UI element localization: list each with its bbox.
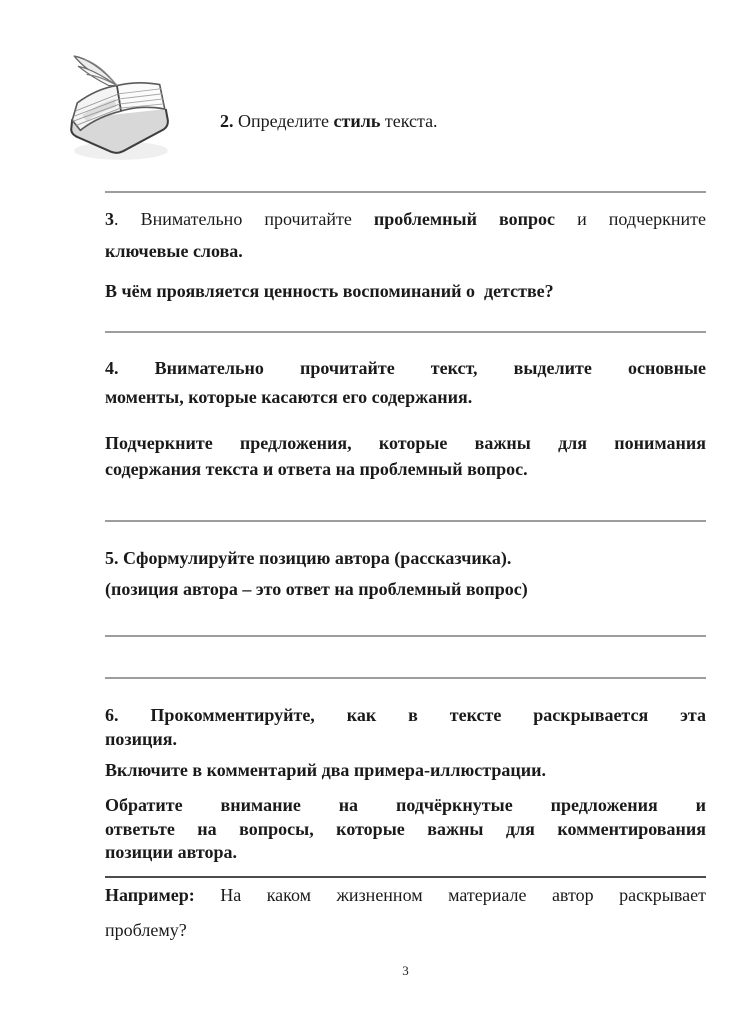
task-5-instruction: [105, 545, 706, 571]
section-divider: [105, 331, 706, 333]
task-3-number: 3: [105, 209, 114, 229]
section-divider: [105, 520, 706, 522]
section-divider: [105, 635, 706, 637]
text-line: 5. Сформулируйте позицию автора (рассказчика).: [105, 548, 512, 568]
text-line: содержания текста и ответа на проблемный вопрос.: [105, 459, 528, 479]
text-line: ответьте на вопросы, которые важны для комментирования: [105, 818, 706, 839]
text-line: (позиция автора – это ответ на проблемный вопрос): [105, 579, 528, 599]
task-6-note-2: [105, 794, 706, 865]
task-4-instruction: [105, 354, 706, 412]
task-3-text-end: и подчеркните: [555, 209, 706, 229]
task-2-text-end: текста.: [380, 111, 438, 131]
task-2-emphasis: стиль: [333, 111, 381, 131]
task-2-line: [220, 109, 438, 133]
text-line: [105, 235, 706, 267]
task-3-emphasis-2: ключевые слова.: [105, 241, 243, 261]
text-line: Подчеркните предложения, которые важны для понимания: [105, 433, 706, 453]
text-line: позиция.: [105, 728, 177, 749]
example-label: Например:: [105, 885, 195, 905]
example-text: На каком жизненном материале автор раскрывает: [194, 885, 706, 905]
task-3-instruction: [105, 203, 706, 267]
section-divider: [105, 677, 706, 679]
example-paragraph: [105, 878, 706, 948]
task-5-note: [105, 576, 706, 602]
text-line: 4. Внимательно прочитайте текст, выделите основные: [105, 358, 706, 378]
problem-question: [105, 275, 706, 307]
task-6-note-1: [105, 759, 706, 783]
open-book-icon: [58, 48, 180, 170]
text-line: В чём проявляется ценность воспоминаний о детстве?: [105, 281, 554, 301]
task-3-emphasis: проблемный вопрос: [373, 209, 556, 229]
section-divider: [105, 191, 706, 193]
task-4-note: [105, 430, 706, 482]
text-line: Обратите внимание на подчёркнутые предложения и: [105, 795, 706, 815]
task-3-text: . Внимательно прочитайте: [114, 209, 374, 229]
text-line: проблему?: [105, 920, 187, 940]
page-number: 3: [402, 963, 409, 978]
text-line: [105, 203, 706, 235]
text-line: моменты, которые касаются его содержания.: [105, 387, 473, 407]
text-line: [105, 878, 706, 913]
text-line: 6. Прокомментируйте, как в тексте раскрывается эта: [105, 705, 706, 725]
task-2-text: Определите: [233, 111, 334, 131]
task-2-number: 2.: [220, 111, 234, 131]
text-line: позиции автора.: [105, 842, 237, 862]
task-6-instruction: [105, 704, 706, 751]
text-line: Включите в комментарий два примера-иллюстрации.: [105, 760, 546, 780]
